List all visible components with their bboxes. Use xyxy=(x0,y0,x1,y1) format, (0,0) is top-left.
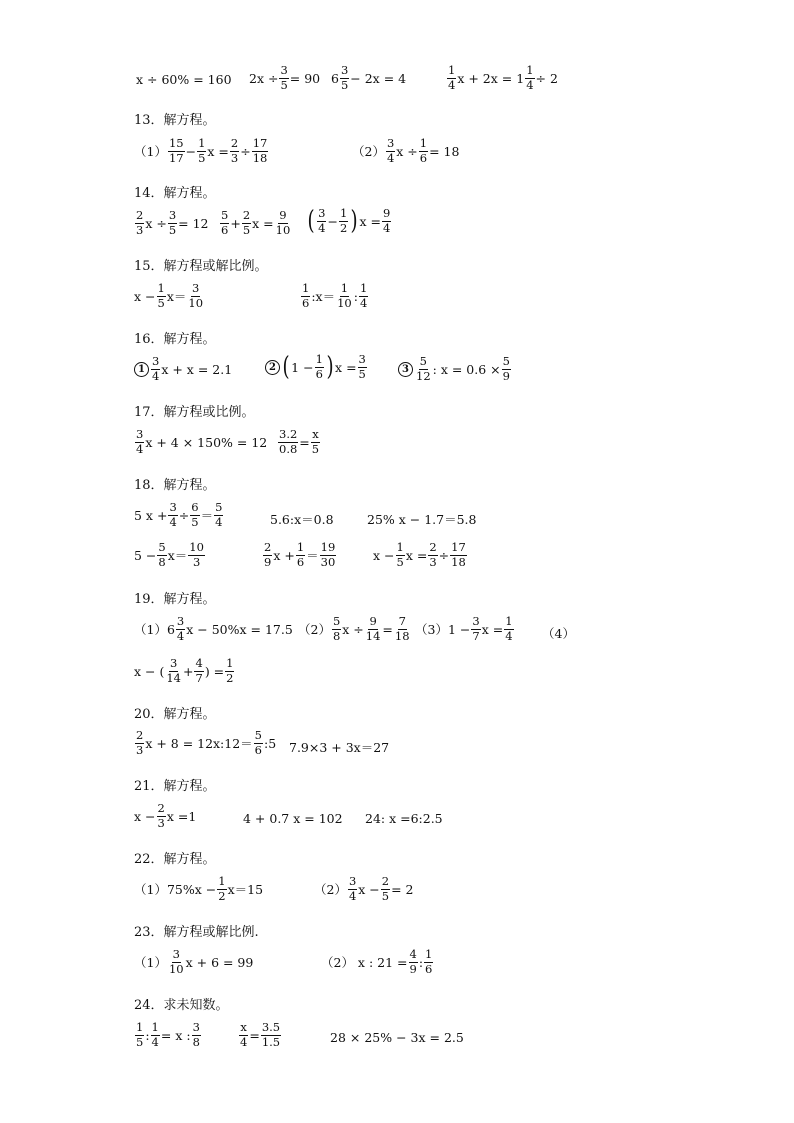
fraction: $\frac{3}{4}$ xyxy=(152,354,160,383)
fraction: $\frac{3}{4}$ xyxy=(176,614,185,643)
question-13-heading: 13．解方程。 xyxy=(134,113,216,128)
equation-22-1: （1）75%x − $\frac{1}{2}$ x＝15 xyxy=(134,874,264,903)
fraction: $\frac{2}{9}$ xyxy=(264,540,272,569)
fraction: $\frac{2}{3}$ xyxy=(230,136,239,165)
fraction: $\frac{3}{4}$ xyxy=(386,136,395,165)
fraction: $\frac{6}{5}$ xyxy=(191,500,199,529)
fraction: $\frac{1}{4}$ xyxy=(151,1020,159,1049)
equation-15-2: $\frac{1}{6}$ :x＝ $\frac{1}{10}$ : $\frac{1}{4}$ xyxy=(302,281,368,310)
fraction: $\frac{3}{5}$ xyxy=(358,352,366,381)
fraction: $\frac{1}{6}$ xyxy=(302,281,310,310)
equation-top-4: $\frac{1}{4}$ x + 2x = 1 $\frac{1}{4}$ ÷ 2 xyxy=(448,63,558,92)
equation-24-3: 28 × 25% − 3x = 2.5 xyxy=(330,1030,464,1045)
question-21-heading: 21．解方程。 xyxy=(134,779,216,794)
fraction: $\frac{5}{6}$ xyxy=(221,208,229,237)
fraction: $\frac{1}{4}$ xyxy=(448,63,456,92)
fraction: $\frac{3}{10}$ xyxy=(168,947,184,976)
fraction: $\frac{1}{4}$ xyxy=(505,614,513,643)
fraction: $\frac{5}{8}$ xyxy=(158,540,166,569)
question-14-heading: 14．解方程。 xyxy=(134,186,216,201)
equation-20-2: x:12＝ $\frac{5}{6}$ :5 xyxy=(213,728,277,757)
question-24-heading: 24．求未知数。 xyxy=(134,998,229,1013)
fraction: $\frac{1}{5}$ xyxy=(198,136,206,165)
equation-13-2: （2） $\frac{3}{4}$ x ÷ $\frac{1}{6}$ = 18 xyxy=(352,136,460,165)
equation-18-6: x − $\frac{1}{5}$ x = $\frac{2}{3}$ ÷ $\frac{17}{18}$ xyxy=(373,540,466,569)
equation-21-1: x − $\frac{2}{3}$ x =1 xyxy=(134,801,197,830)
fraction: $\frac{x}{4}$ xyxy=(240,1020,248,1049)
fraction: $\frac{1}{2}$ xyxy=(226,656,234,685)
equation-18-4: 5 − $\frac{5}{8}$ x＝ $\frac{10}{3}$ xyxy=(134,540,204,569)
fraction: $\frac{5}{4}$ xyxy=(215,500,223,529)
fraction: $\frac{3}{5}$ xyxy=(280,63,288,92)
question-20-heading: 20．解方程。 xyxy=(134,707,216,722)
fraction: $\frac{3.5}{1.5}$ xyxy=(261,1020,281,1049)
fraction: $\frac{2}{3}$ xyxy=(136,728,144,757)
circled-number: 1 xyxy=(134,362,149,377)
equation-23-2: （2） x : 21 = $\frac{4}{9}$ : $\frac{1}{6}$ xyxy=(321,947,433,976)
fraction: $\frac{5}{12}$ xyxy=(416,354,431,383)
fraction: $\frac{3}{4}$ xyxy=(136,427,144,456)
fraction: $\frac{2}{5}$ xyxy=(381,874,390,903)
equation-18-3: 25% x − 1.7＝5.8 xyxy=(367,512,477,527)
fraction: $\frac{1}{2}$ xyxy=(218,874,226,903)
fraction: $\frac{3}{5}$ xyxy=(340,63,349,92)
fraction: $\frac{9}{10}$ xyxy=(275,208,291,237)
circled-number: 2 xyxy=(265,360,280,375)
fraction: $\frac{1}{5}$ xyxy=(396,540,404,569)
fraction: $\frac{4}{9}$ xyxy=(409,947,417,976)
fraction: $\frac{7}{18}$ xyxy=(394,614,410,643)
fraction: $\frac{1}{2}$ xyxy=(339,206,348,235)
equation-24-2: $\frac{x}{4}$ = $\frac{3.5}{1.5}$ xyxy=(240,1020,281,1049)
fraction: $\frac{2}{5}$ xyxy=(242,208,251,237)
fraction: $\frac{1}{6}$ xyxy=(419,136,428,165)
fraction: $\frac{15}{17}$ xyxy=(168,136,184,165)
question-23-heading: 23．解方程或解比例. xyxy=(134,925,259,940)
equation-14-2: $\frac{5}{6}$ + $\frac{2}{5}$ x = $\frac{9}{10}$ xyxy=(221,208,291,237)
equation-top-3: 6 $\frac{3}{5}$ − 2x = 4 xyxy=(331,63,407,92)
fraction: $\frac{5}{9}$ xyxy=(502,354,510,383)
equation-18-2: 5.6:x＝0.8 xyxy=(270,512,334,527)
fraction: $\frac{3.2}{0.8}$ xyxy=(279,427,298,456)
fraction: $\frac{5}{6}$ xyxy=(254,728,262,757)
fraction: $\frac{17}{18}$ xyxy=(252,136,268,165)
fraction: $\frac{3}{4}$ xyxy=(169,500,177,529)
fraction: $\frac{3}{14}$ xyxy=(166,656,181,685)
equation-15-1: x − $\frac{1}{5}$ x＝ $\frac{3}{10}$ xyxy=(134,281,204,310)
fraction: $\frac{9}{14}$ xyxy=(365,614,381,643)
equation-22-2: （2） $\frac{3}{4}$ x − $\frac{2}{5}$ = 2 xyxy=(314,874,414,903)
equation-20-1: $\frac{2}{3}$ x + 8 = 12 xyxy=(136,728,214,757)
equation-16-1: 1 $\frac{3}{4}$ x + x = 2.1 xyxy=(134,356,232,382)
fraction: $\frac{3}{8}$ xyxy=(192,1020,200,1049)
fraction: $\frac{1}{6}$ xyxy=(425,947,433,976)
question-18-heading: 18．解方程。 xyxy=(134,478,216,493)
fraction: $\frac{3}{4}$ xyxy=(348,874,357,903)
fraction: $\frac{17}{18}$ xyxy=(451,540,466,569)
question-17-heading: 17．解方程或比例。 xyxy=(134,405,255,420)
equation-14-1: $\frac{2}{3}$ x ÷ $\frac{3}{5}$ = 12 xyxy=(136,208,209,237)
fraction: $\frac{2}{3}$ xyxy=(136,208,144,237)
fraction: $\frac{3}{7}$ xyxy=(472,614,480,643)
question-22-heading: 22．解方程。 xyxy=(134,852,216,867)
question-15-heading: 15．解方程或解比例。 xyxy=(134,259,268,274)
equation-14-3: ( $\frac{3}{4}$ − $\frac{1}{2}$ ) x = $\frac{9}{4}$ xyxy=(307,206,391,236)
fraction: $\frac{5}{8}$ xyxy=(332,614,341,643)
equation-17-1: $\frac{3}{4}$ x + 4 × 150% = 12 xyxy=(136,427,268,456)
fraction: $\frac{1}{10}$ xyxy=(337,281,352,310)
fraction: $\frac{1}{6}$ xyxy=(315,352,323,381)
equation-20-3: 7.9×3 + 3x＝27 xyxy=(289,740,390,755)
fraction: $\frac{1}{4}$ xyxy=(359,281,368,310)
fraction: $\frac{1}{6}$ xyxy=(296,540,305,569)
fraction: $\frac{1}{5}$ xyxy=(157,281,165,310)
equation-23-1: （1） $\frac{3}{10}$ x + 6 = 99 xyxy=(134,947,254,976)
circled-number: 3 xyxy=(398,362,413,377)
fraction: $\frac{3}{4}$ xyxy=(318,206,326,235)
equation-19-2: （2） $\frac{5}{8}$ x ÷ $\frac{9}{14}$ = $\frac{7}{18}$ xyxy=(298,614,410,643)
fraction: $\frac{2}{3}$ xyxy=(157,801,165,830)
equation-top-2: 2x ÷ $\frac{3}{5}$ = 90 xyxy=(249,63,321,92)
fraction: $\frac{19}{30}$ xyxy=(320,540,336,569)
equation-16-3: 3 $\frac{5}{12}$ : x = 0.6 × $\frac{5}{9}$ xyxy=(398,356,512,382)
fraction: $\frac{x}{5}$ xyxy=(311,427,320,456)
fraction: $\frac{3}{10}$ xyxy=(188,281,204,310)
equation-19-1: （1）6 $\frac{3}{4}$ x − 50%x = 17.5 xyxy=(134,614,293,643)
fraction: $\frac{10}{3}$ xyxy=(189,540,204,569)
equation-19-4: x − ( $\frac{3}{14}$ + $\frac{4}{7}$ ) = $\frac{1}{2}$ xyxy=(134,656,234,685)
question-16-heading: 16．解方程。 xyxy=(134,332,216,347)
equation-16-2: 2 ( 1 − $\frac{1}{6}$ ) x = $\frac{3}{5}$ xyxy=(265,354,368,380)
equation-13-1: （1） $\frac{15}{17}$ − $\frac{1}{5}$ x = $\frac{2}{3}$ ÷ $\frac{17}{18}$ xyxy=(134,136,268,165)
equation-21-2: 4 + 0.7 x = 102 xyxy=(243,811,343,826)
equation-24-1: $\frac{1}{5}$ : $\frac{1}{4}$ = x : $\frac{3}{8}$ xyxy=(136,1020,200,1049)
equation-21-3: 24: x =6:2.5 xyxy=(365,811,443,826)
fraction: $\frac{1}{5}$ xyxy=(136,1020,144,1049)
fraction: $\frac{3}{5}$ xyxy=(168,208,177,237)
equation-18-5: $\frac{2}{9}$ x + $\frac{1}{6}$ ＝ $\frac{19}{30}$ xyxy=(264,540,336,569)
equation-19-4-label: （4） xyxy=(542,626,575,641)
fraction: $\frac{1}{4}$ xyxy=(526,63,534,92)
equation-19-3: （3）1 − $\frac{3}{7}$ x = $\frac{1}{4}$ xyxy=(415,614,513,643)
question-19-heading: 19．解方程。 xyxy=(134,592,216,607)
fraction: $\frac{9}{4}$ xyxy=(382,206,391,235)
equation-17-2: $\frac{3.2}{0.8}$ = $\frac{x}{5}$ xyxy=(279,427,320,456)
equation-18-1: 5 x + $\frac{3}{4}$ ÷ $\frac{6}{5}$ ＝ $\frac{5}{4}$ xyxy=(134,500,223,529)
fraction: $\frac{2}{3}$ xyxy=(429,540,437,569)
fraction: $\frac{4}{7}$ xyxy=(195,656,203,685)
equation-top-1: x ÷ 60% = 160 xyxy=(136,72,232,87)
